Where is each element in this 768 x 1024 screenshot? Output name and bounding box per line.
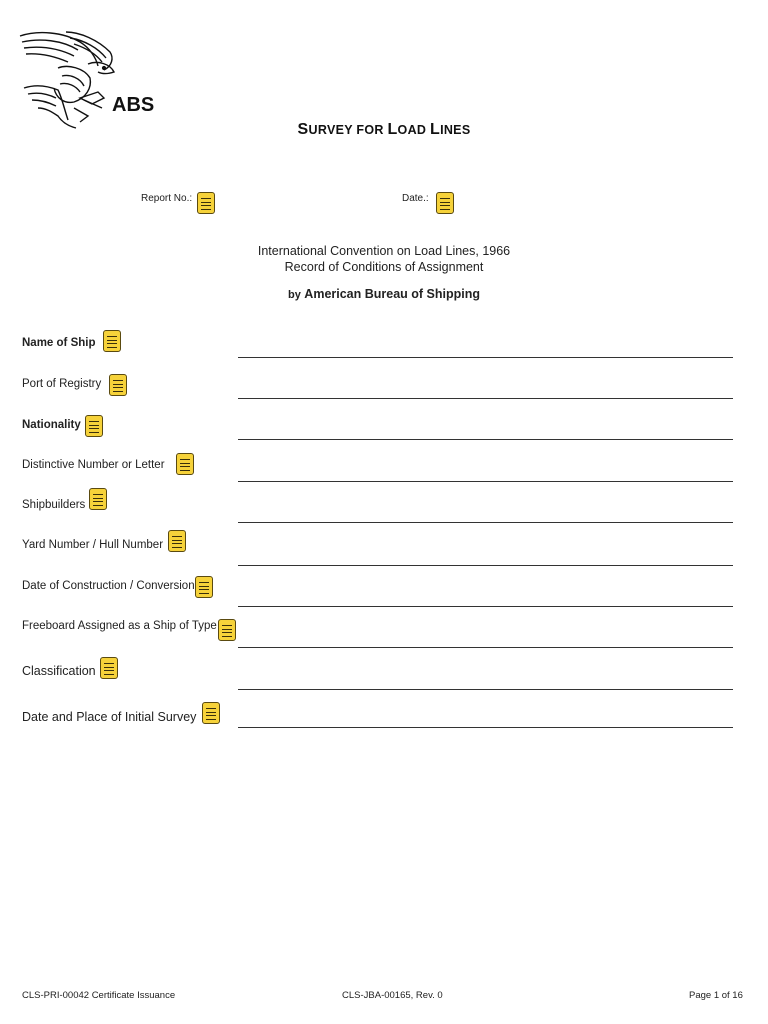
field-label-name-of-ship: Name of Ship — [22, 337, 96, 349]
date-note-icon[interactable] — [436, 192, 454, 214]
field-label-yard-number: Yard Number / Hull Number — [22, 539, 164, 551]
nationality-line[interactable] — [238, 439, 733, 440]
initial-survey-note-icon[interactable] — [202, 702, 220, 724]
field-label-freeboard-type: Freeboard Assigned as a Ship of Type — [22, 620, 217, 632]
yard-number-line[interactable] — [238, 565, 733, 566]
footer-left: CLS-PRI-00042 Certificate Issuance — [22, 990, 176, 1001]
title-part: S — [297, 121, 309, 138]
title-part: L — [387, 121, 398, 138]
field-label-classification: Classification — [22, 664, 96, 678]
title-part: URVEY FOR — [308, 123, 388, 137]
nationality-note-icon[interactable] — [85, 415, 103, 437]
date-of-construction-note-icon[interactable] — [195, 576, 213, 598]
freeboard-type-line[interactable] — [238, 647, 733, 648]
distinctive-number-note-icon[interactable] — [176, 453, 194, 475]
issuer-prefix: by — [287, 289, 301, 301]
date-of-construction-line[interactable] — [238, 606, 733, 607]
field-label-port-of-registry: Port of Registry — [22, 378, 102, 390]
field-label-shipbuilders: Shipbuilders — [22, 499, 86, 511]
issuer-line — [0, 287, 768, 301]
name-of-ship-note-icon[interactable] — [103, 330, 121, 352]
freeboard-type-note-icon[interactable] — [218, 619, 236, 641]
shipbuilders-line[interactable] — [238, 522, 733, 523]
port-of-registry-note-icon[interactable] — [109, 374, 127, 396]
yard-number-note-icon[interactable] — [168, 530, 186, 552]
issuer-org: American Bureau of Shipping — [304, 287, 481, 301]
brand-name: ABS — [112, 94, 155, 116]
classification-line[interactable] — [238, 689, 733, 690]
eagle-logo-icon — [18, 28, 118, 132]
name-of-ship-line[interactable] — [238, 357, 733, 358]
port-of-registry-line[interactable] — [238, 398, 733, 399]
classification-note-icon[interactable] — [100, 657, 118, 679]
distinctive-number-line[interactable] — [238, 481, 733, 482]
initial-survey-line[interactable] — [238, 727, 733, 728]
page-title — [0, 121, 768, 139]
report-no-label: Report No.: — [141, 193, 193, 204]
date-label: Date.: — [402, 193, 429, 204]
field-label-distinctive-number: Distinctive Number or Letter — [22, 459, 165, 471]
shipbuilders-note-icon[interactable] — [89, 488, 107, 510]
field-label-date-of-construction: Date of Construction / Conversion — [22, 580, 195, 592]
footer-page-number: Page 1 of 16 — [689, 990, 743, 1001]
title-part: INES — [440, 123, 471, 137]
footer-center: CLS-JBA-00165, Rev. 0 — [342, 990, 443, 1001]
title-part: OAD — [397, 123, 430, 137]
convention-line-2: Record of Conditions of Assignment — [284, 260, 484, 274]
field-label-initial-survey: Date and Place of Initial Survey — [22, 710, 197, 724]
convention-line-1: International Convention on Load Lines, 1966 — [257, 244, 511, 258]
field-label-nationality: Nationality — [22, 419, 81, 431]
report-no-note-icon[interactable] — [197, 192, 215, 214]
title-part: L — [430, 121, 441, 138]
